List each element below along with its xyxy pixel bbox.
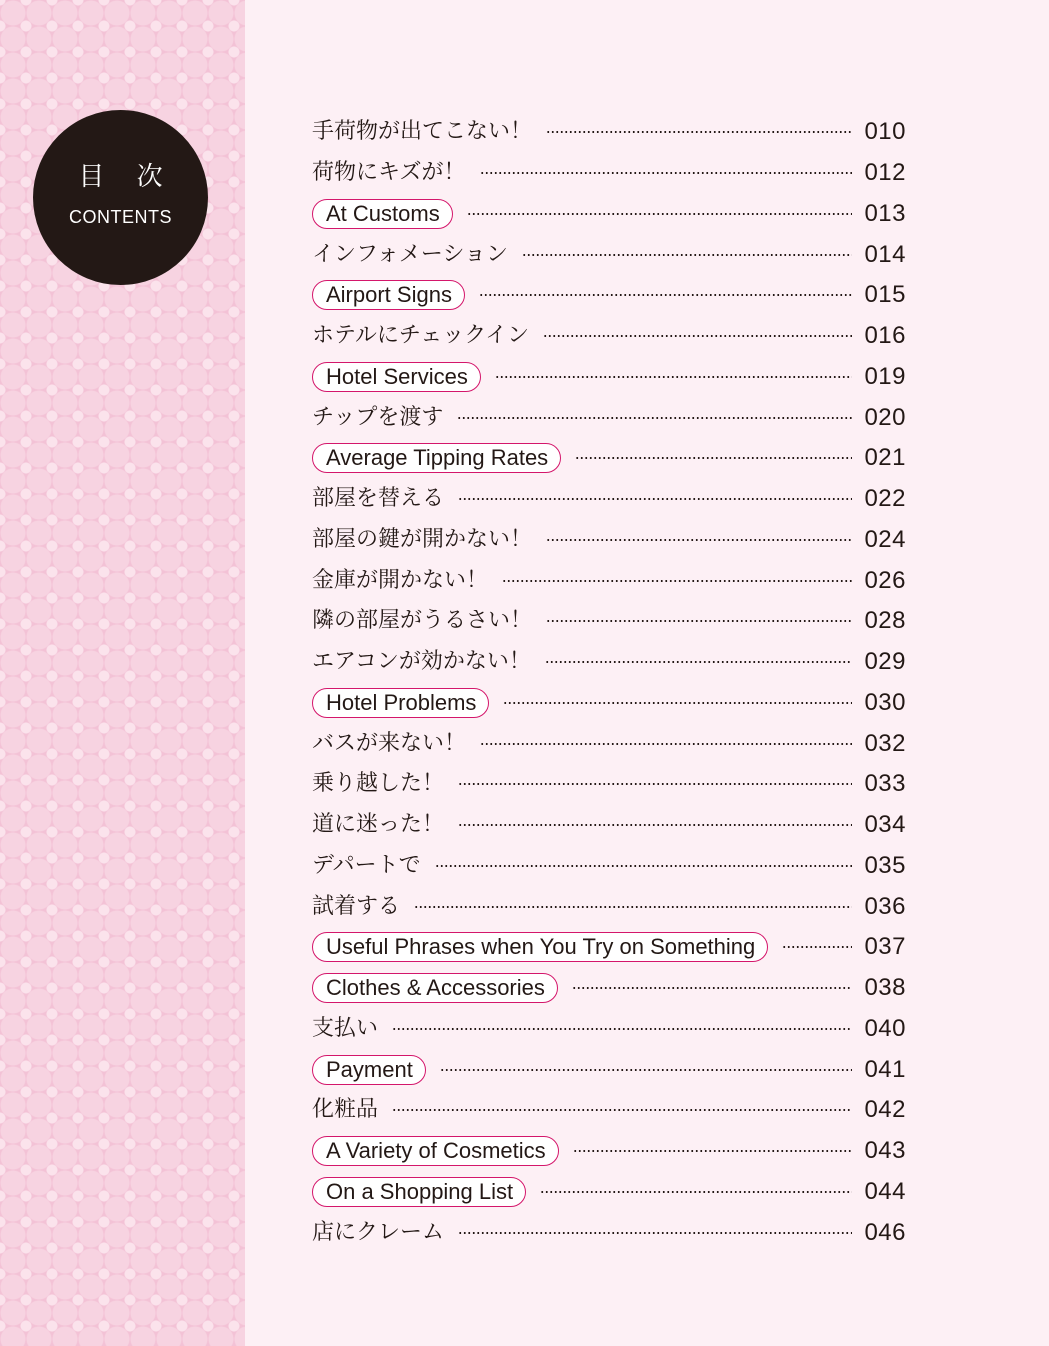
toc-entry[interactable] [312, 112, 906, 153]
toc-entry-title: インフォメーション [312, 241, 509, 267]
badge-title: 目 次 [78, 162, 175, 192]
toc-entry-title: 部屋を替える [312, 486, 445, 512]
toc-entry[interactable] [312, 764, 906, 805]
toc-entry-title-boxed: Useful Phrases when You Try on Something [312, 932, 768, 962]
dot-leader [543, 335, 852, 337]
dot-leader [502, 580, 852, 582]
dot-leader [540, 1191, 852, 1193]
toc-entry-page-number: 029 [864, 648, 906, 676]
toc-entry[interactable] [312, 1172, 906, 1213]
toc-entry-page-number: 024 [864, 525, 906, 553]
dot-leader [782, 946, 852, 948]
dot-leader [440, 1069, 852, 1071]
toc-entry[interactable] [312, 683, 906, 724]
toc-entry[interactable] [312, 927, 906, 968]
toc-entry-page-number: 016 [864, 322, 906, 350]
toc-entry[interactable] [312, 397, 906, 438]
toc-entry-page-number: 022 [864, 485, 906, 513]
toc-entry[interactable] [312, 275, 906, 316]
toc-entry-title-boxed: On a Shopping List [312, 1177, 526, 1207]
toc-entry-page-number: 033 [864, 770, 906, 798]
toc-entry-page-number: 040 [864, 1014, 906, 1042]
dot-leader [573, 1150, 852, 1152]
toc-entry-page-number: 013 [864, 199, 906, 227]
toc-entry-page-number: 046 [864, 1218, 906, 1246]
toc-entry-title-boxed: Payment [312, 1055, 426, 1085]
toc-entry[interactable] [312, 1009, 906, 1050]
toc-entry-title: 金庫が開かない！ [312, 567, 489, 593]
toc-entry-page-number: 037 [864, 933, 906, 961]
dot-leader [392, 1028, 852, 1030]
toc-entry[interactable] [312, 194, 906, 235]
toc-entry-page-number: 012 [864, 159, 906, 187]
toc-entry-title: 店にクレーム [312, 1219, 445, 1245]
toc-entry-title-boxed: Hotel Problems [312, 688, 489, 718]
toc-entry[interactable] [312, 886, 906, 927]
dot-leader [522, 254, 852, 256]
toc-entry[interactable] [312, 357, 906, 398]
toc-entry[interactable] [312, 601, 906, 642]
toc-entry-page-number: 030 [864, 688, 906, 716]
toc-entry-page-number: 026 [864, 566, 906, 594]
table-of-contents [312, 112, 906, 1253]
toc-entry-page-number: 036 [864, 892, 906, 920]
toc-entry-page-number: 021 [864, 444, 906, 472]
toc-entry-title: 化粧品 [312, 1097, 379, 1123]
dot-leader [575, 457, 852, 459]
dot-leader [479, 294, 852, 296]
toc-entry-title: 手荷物が出てこない！ [312, 119, 533, 145]
toc-entry-page-number: 019 [864, 362, 906, 390]
toc-entry-title-boxed: Airport Signs [312, 280, 465, 310]
toc-entry-title: バスが来ない！ [312, 730, 467, 756]
toc-entry[interactable] [312, 560, 906, 601]
dot-leader [458, 824, 852, 826]
toc-entry[interactable] [312, 153, 906, 194]
toc-entry[interactable] [312, 805, 906, 846]
toc-entry-title: 部屋の鍵が開かない！ [312, 526, 533, 552]
toc-entry[interactable] [312, 1212, 906, 1253]
toc-entry-title: エアコンが効かない！ [312, 649, 531, 675]
toc-entry-title: 荷物にキズが！ [312, 160, 466, 186]
badge-subtitle: CONTENTS [69, 207, 172, 227]
dot-leader [458, 783, 852, 785]
toc-entry[interactable] [312, 723, 906, 764]
toc-entry[interactable] [312, 234, 906, 275]
toc-entry-page-number: 014 [864, 240, 906, 268]
dot-leader [392, 1109, 852, 1111]
toc-entry-title: 支払い [312, 1015, 379, 1041]
toc-entry[interactable] [312, 1049, 906, 1090]
dot-leader [435, 865, 852, 867]
toc-entry-title: 乗り越した！ [312, 771, 445, 797]
contents-badge [33, 110, 208, 285]
toc-entry[interactable] [312, 846, 906, 887]
dot-leader [546, 620, 852, 622]
toc-entry-title: 隣の部屋がうるさい！ [312, 608, 533, 634]
toc-entry-title-boxed: Hotel Services [312, 362, 481, 392]
toc-entry-title: デパートで [312, 852, 421, 878]
dot-leader [495, 376, 852, 378]
toc-entry[interactable] [312, 479, 906, 520]
toc-entry-page-number: 035 [864, 851, 906, 879]
dot-leader [480, 172, 852, 174]
toc-entry[interactable] [312, 1131, 906, 1172]
dot-leader [503, 702, 852, 704]
dot-leader [480, 743, 852, 745]
dot-leader [458, 498, 852, 500]
dot-leader [546, 539, 852, 541]
toc-entry-page-number: 042 [864, 1096, 906, 1124]
toc-entry-title: ホテルにチェックイン [312, 323, 530, 349]
toc-entry-title-boxed: Average Tipping Rates [312, 443, 561, 473]
toc-entry-page-number: 044 [864, 1177, 906, 1205]
toc-entry-title-boxed: At Customs [312, 199, 453, 229]
toc-entry-page-number: 043 [864, 1137, 906, 1165]
dot-leader [572, 987, 852, 989]
toc-entry[interactable] [312, 642, 906, 683]
toc-entry-title: 道に迷った！ [312, 812, 445, 838]
toc-entry-page-number: 041 [864, 1055, 906, 1083]
toc-entry-page-number: 010 [864, 118, 906, 146]
toc-entry-page-number: 028 [864, 607, 906, 635]
patterned-sidebar [0, 0, 245, 1346]
dot-leader [467, 213, 852, 215]
dot-leader [458, 1232, 852, 1234]
toc-entry-page-number: 038 [864, 974, 906, 1002]
toc-entry-title: チップを渡す [312, 404, 444, 430]
dot-leader [545, 661, 852, 663]
dot-leader [414, 906, 852, 908]
dot-leader [546, 131, 852, 133]
toc-entry[interactable] [312, 438, 906, 479]
toc-entry-title: 試着する [312, 893, 401, 919]
toc-entry-page-number: 020 [864, 403, 906, 431]
toc-entry[interactable] [312, 968, 906, 1009]
toc-entry-title-boxed: Clothes & Accessories [312, 973, 558, 1003]
dot-leader [457, 417, 852, 419]
toc-entry[interactable] [312, 1090, 906, 1131]
toc-entry-page-number: 015 [864, 281, 906, 309]
toc-entry-page-number: 032 [864, 729, 906, 757]
toc-entry[interactable] [312, 520, 906, 561]
toc-entry[interactable] [312, 316, 906, 357]
toc-entry-title-boxed: A Variety of Cosmetics [312, 1136, 559, 1166]
toc-entry-page-number: 034 [864, 811, 906, 839]
